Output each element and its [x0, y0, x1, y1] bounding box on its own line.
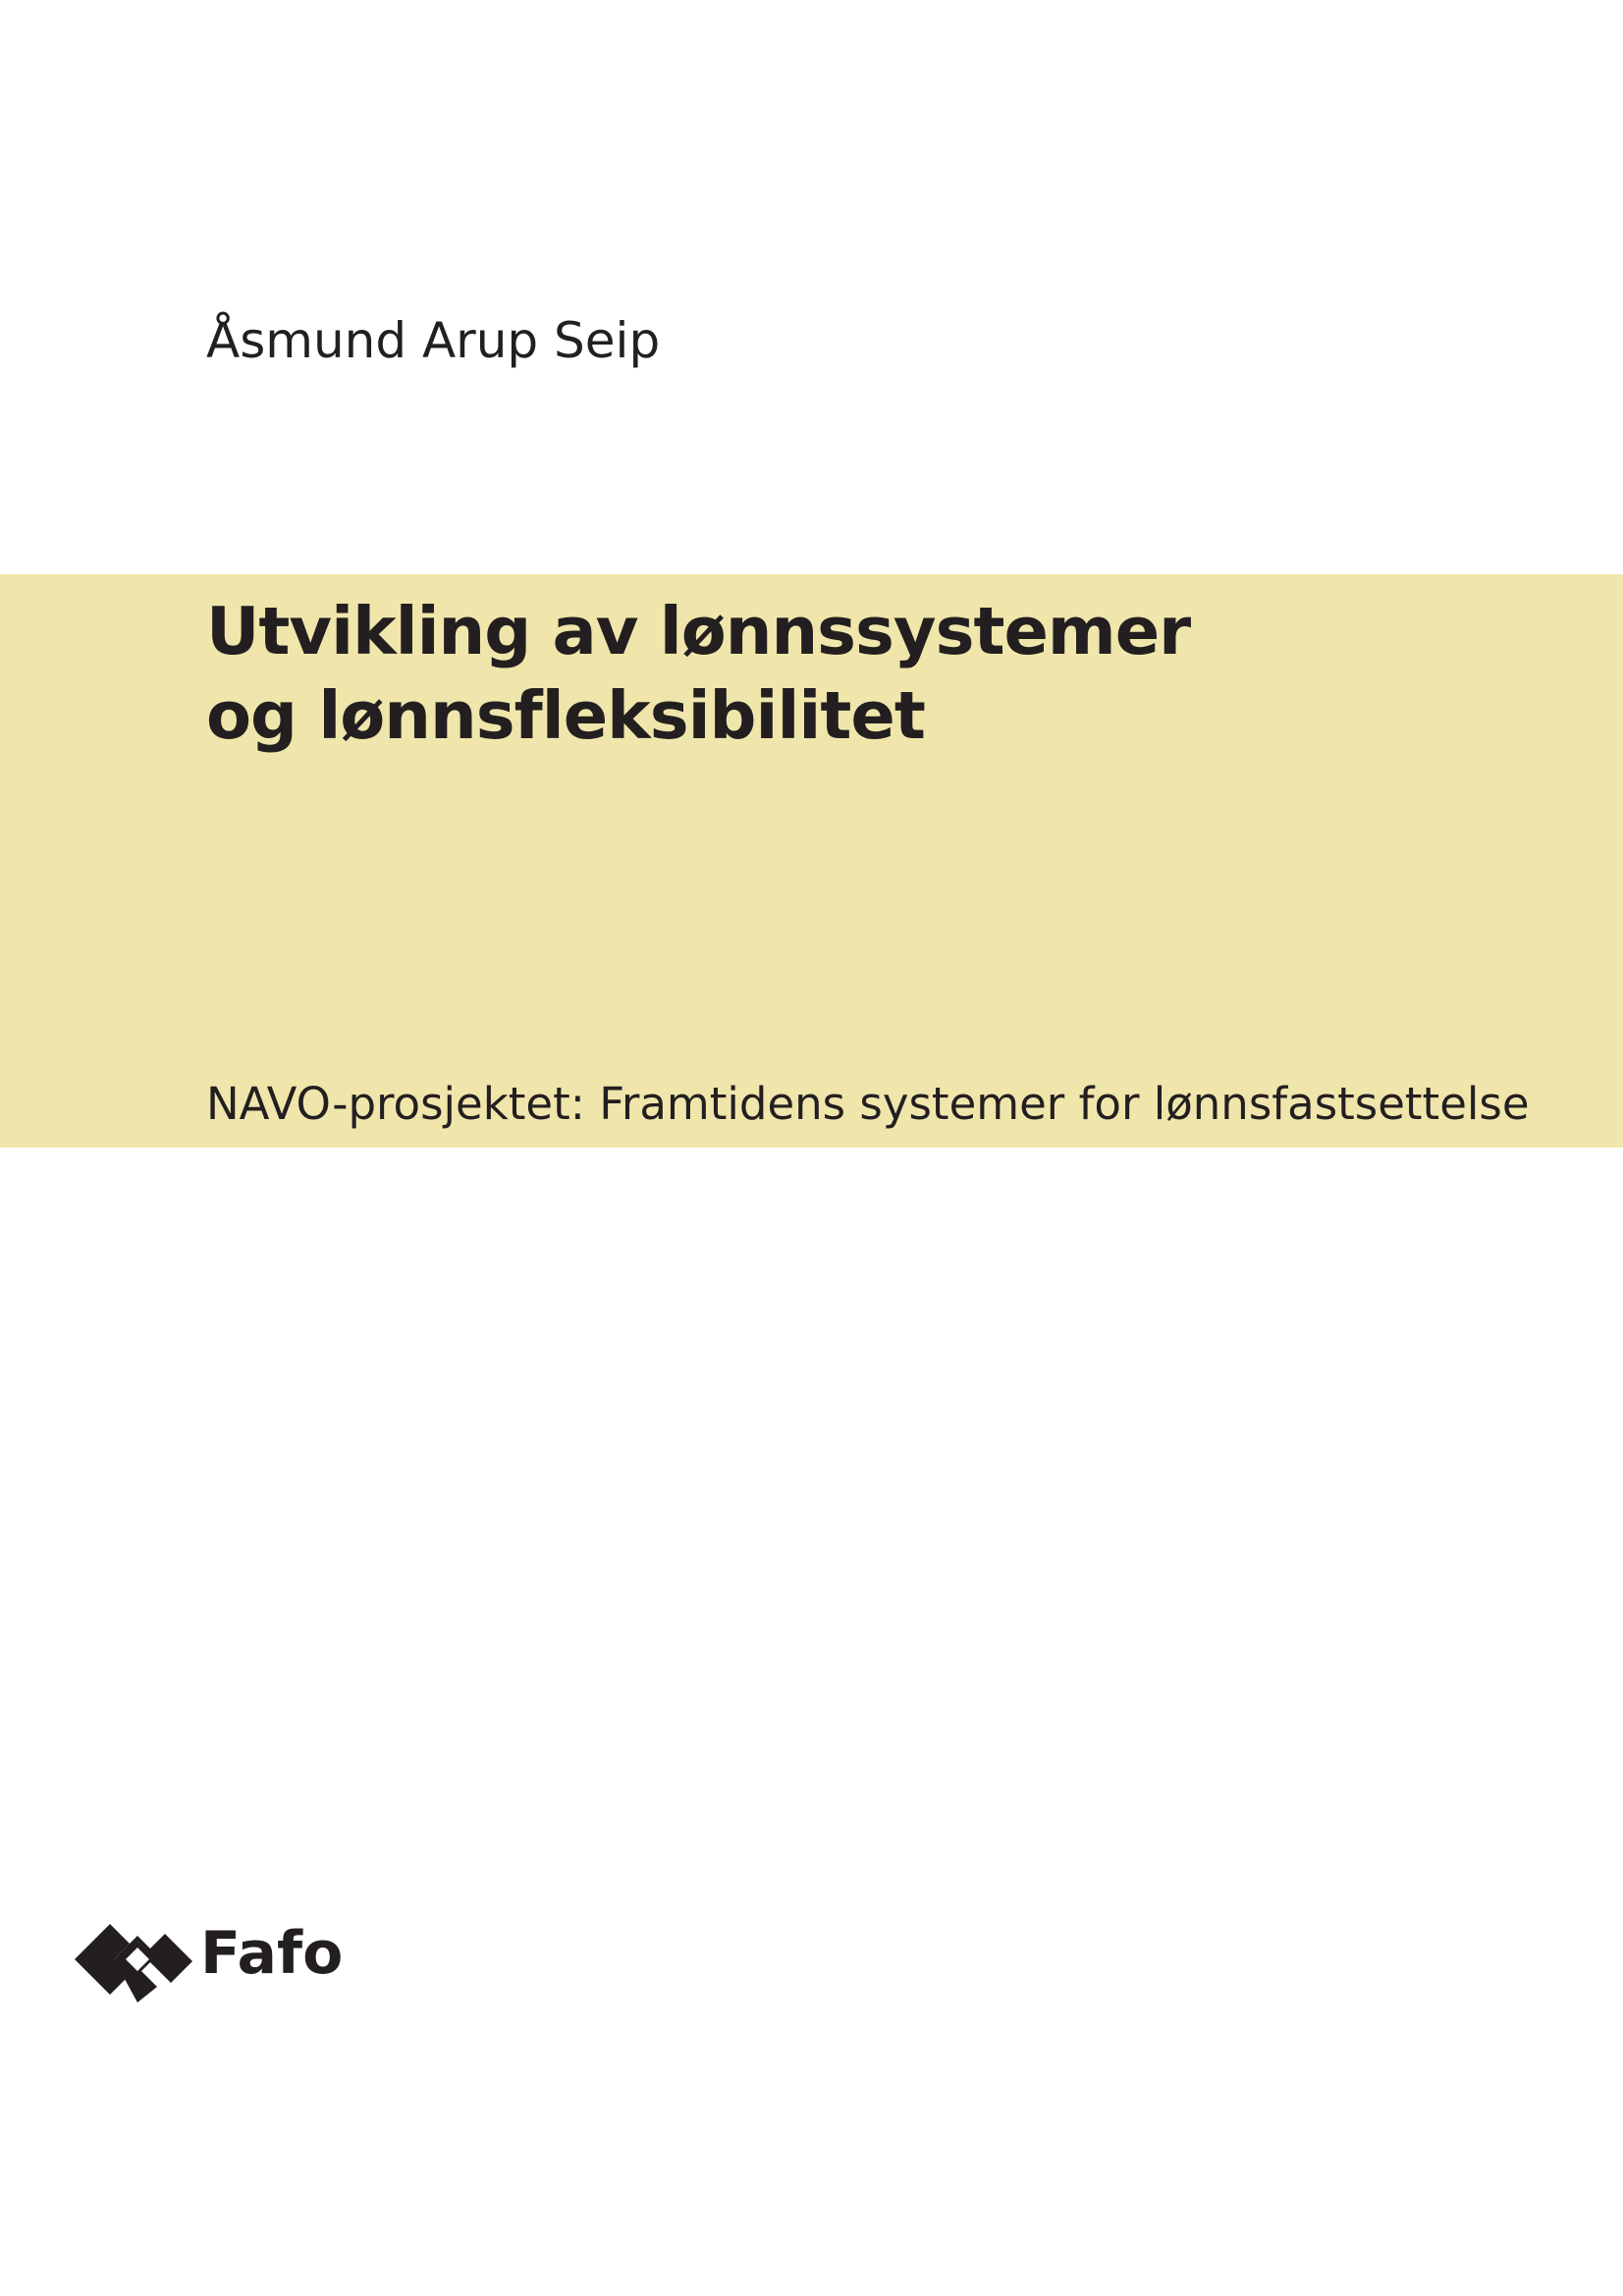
report-title-line-2: og lønnsfleksibilitet — [206, 677, 925, 754]
report-title-line-1: Utvikling av lønnssystemer — [206, 593, 1191, 669]
fafo-logo-icon — [75, 1916, 192, 2002]
publisher-logo — [75, 1916, 369, 2010]
publisher-name: Fafo — [200, 1919, 344, 1988]
report-title — [206, 589, 1190, 758]
author-name: Åsmund Arup Seip — [206, 312, 661, 369]
series-name: NAVO-prosjektet: Framtidens systemer for lønnsfastsettelse — [206, 1078, 1530, 1130]
